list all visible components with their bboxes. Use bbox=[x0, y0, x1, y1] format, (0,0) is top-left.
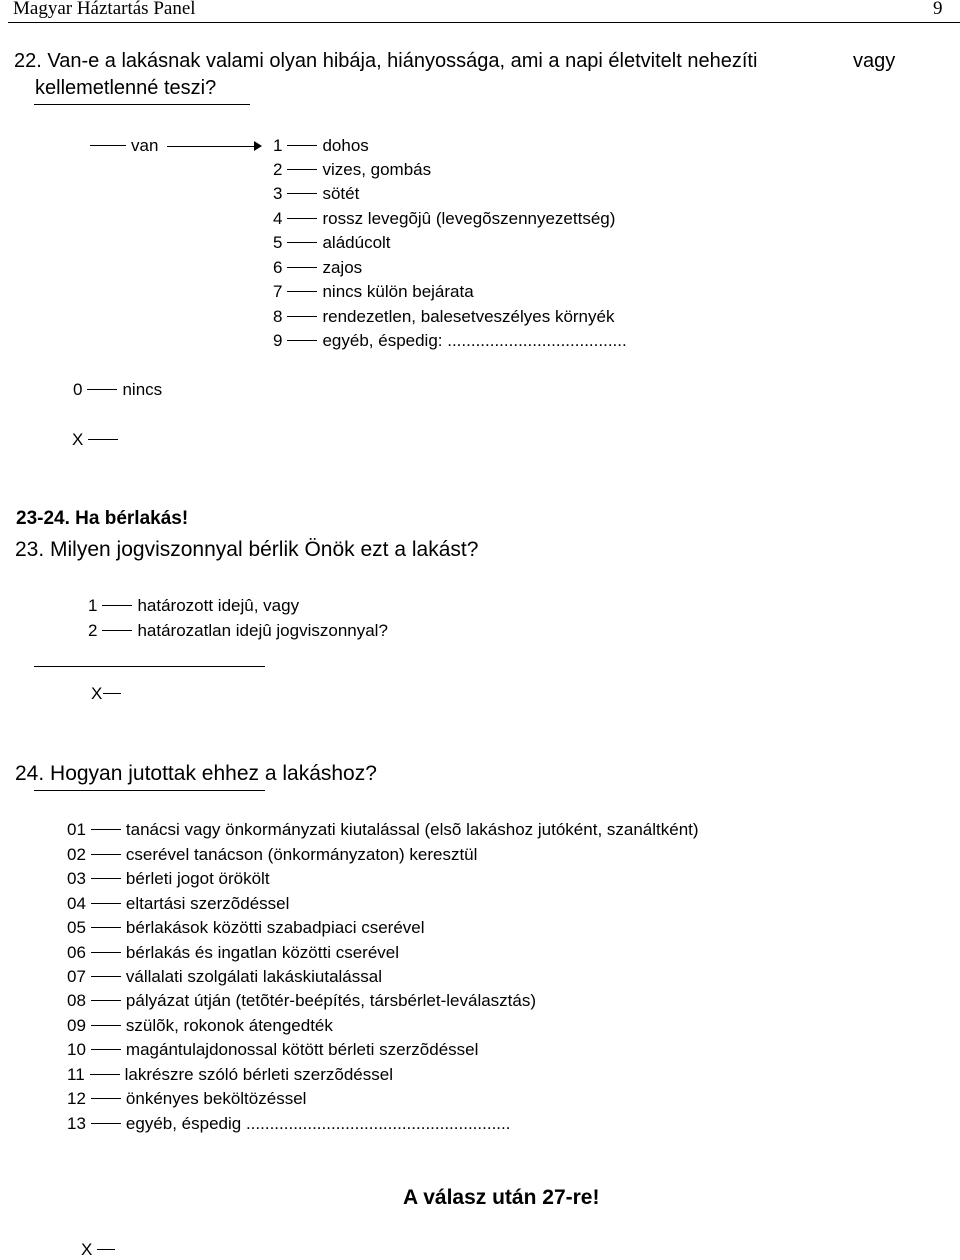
option-code: 1 bbox=[88, 596, 98, 615]
option-code: 09 bbox=[67, 1016, 86, 1035]
answer-dash bbox=[91, 878, 121, 879]
q23-option[interactable] bbox=[88, 596, 299, 616]
option-code: 2 bbox=[273, 160, 283, 179]
option-code: 2 bbox=[88, 621, 98, 640]
option-code: 02 bbox=[67, 845, 86, 864]
answer-dash bbox=[287, 145, 317, 146]
option-code: X bbox=[91, 684, 103, 703]
answer-dash bbox=[91, 952, 121, 953]
q22-sub-option[interactable] bbox=[273, 307, 614, 327]
answer-dash bbox=[287, 291, 317, 292]
option-code: 08 bbox=[67, 991, 86, 1010]
option-label: zajos bbox=[322, 258, 363, 277]
q22-arrow-line bbox=[167, 146, 255, 147]
answer-dash bbox=[91, 903, 121, 904]
q22-option-x[interactable] bbox=[72, 430, 123, 450]
answer-dash bbox=[102, 630, 132, 631]
q24-option[interactable] bbox=[67, 894, 289, 914]
q22-question-vagy: vagy bbox=[853, 50, 896, 72]
option-code: 03 bbox=[67, 869, 86, 888]
option-label: bérlakás és ingatlan közötti cserével bbox=[125, 943, 400, 962]
option-label: vállalati szolgálati lakáskiutalással bbox=[125, 967, 382, 986]
option-label: önkényes beköltözéssel bbox=[125, 1089, 307, 1108]
option-code: 0 bbox=[73, 380, 83, 399]
q22-question-line1: 22. Van-e a lakásnak valami olyan hibája, hiányossága, ami a napi életvitelt nehezíti bbox=[14, 50, 758, 72]
q24-option[interactable] bbox=[67, 869, 270, 889]
q24-option[interactable] bbox=[67, 845, 477, 865]
q22-sub-option[interactable] bbox=[273, 258, 362, 278]
option-code: X bbox=[72, 430, 84, 449]
option-code: 01 bbox=[67, 820, 86, 839]
option-label: magántulajdonossal kötött bérleti szerzõdéssel bbox=[125, 1040, 479, 1059]
answer-dash bbox=[87, 389, 117, 390]
answer-dash bbox=[91, 1000, 121, 1001]
option-label: vizes, gombás bbox=[322, 160, 432, 179]
option-label: pályázat útján (tetõtér-beépítés, társbérlet-leválasztás) bbox=[125, 991, 537, 1010]
q22-option-van[interactable] bbox=[85, 136, 158, 156]
q24-option[interactable] bbox=[67, 918, 425, 938]
q24-option[interactable] bbox=[67, 943, 399, 963]
option-label: határozott idejû, vagy bbox=[137, 596, 300, 615]
answer-dash bbox=[91, 927, 121, 928]
answer-dash bbox=[287, 316, 317, 317]
q22-sub-option[interactable] bbox=[273, 136, 369, 156]
option-code: 04 bbox=[67, 894, 86, 913]
q23-option[interactable] bbox=[88, 621, 388, 641]
option-code: 7 bbox=[273, 282, 283, 301]
q24-option[interactable] bbox=[67, 967, 382, 987]
answer-dash bbox=[287, 340, 317, 341]
q24-underline bbox=[34, 790, 265, 791]
q24-option[interactable] bbox=[67, 1114, 510, 1134]
option-label: rendezetlen, balesetveszélyes környék bbox=[322, 307, 615, 326]
option-label: sötét bbox=[322, 184, 360, 203]
option-label: szülõk, rokonok átengedték bbox=[125, 1016, 333, 1035]
q24-option[interactable] bbox=[67, 991, 536, 1011]
answer-dash bbox=[287, 218, 317, 219]
page-number: 9 bbox=[933, 0, 943, 19]
q22-option-van-label: van bbox=[131, 136, 159, 155]
option-code: 05 bbox=[67, 918, 86, 937]
option-code: 10 bbox=[67, 1040, 86, 1059]
option-code: 1 bbox=[273, 136, 283, 155]
q22-sub-option[interactable] bbox=[273, 282, 474, 302]
option-code: 06 bbox=[67, 943, 86, 962]
section-heading: 23-24. Ha bérlakás! bbox=[16, 508, 189, 529]
q24-option[interactable] bbox=[67, 1040, 478, 1060]
q22-sub-option[interactable] bbox=[273, 160, 431, 180]
answer-dash bbox=[91, 829, 121, 830]
q24-option[interactable] bbox=[67, 1016, 333, 1036]
answer-dash bbox=[91, 1098, 121, 1099]
q22-sub-option[interactable] bbox=[273, 233, 391, 253]
option-label: dohos bbox=[322, 136, 369, 155]
q22-option-nincs[interactable] bbox=[73, 380, 162, 400]
option-label: egyéb, éspedig: ...................................... bbox=[322, 331, 627, 350]
answer-dash bbox=[90, 145, 126, 146]
option-label: rossz levegõjû (levegõszennyezettség) bbox=[322, 209, 616, 228]
q23-underline bbox=[34, 666, 265, 667]
answer-dash bbox=[102, 605, 132, 606]
skip-instruction: A válasz után 27-re! bbox=[403, 1186, 600, 1209]
option-label: nincs külön bejárata bbox=[322, 282, 474, 301]
header-rule bbox=[8, 22, 960, 23]
option-label: bérlakások közötti szabadpiaci cserével bbox=[125, 918, 425, 937]
page-header-title: Magyar Háztartás Panel bbox=[13, 0, 196, 19]
option-label: aládúcolt bbox=[322, 233, 391, 252]
q22-question-line2: kellemetlenné teszi? bbox=[35, 77, 217, 99]
option-code: 8 bbox=[273, 307, 283, 326]
q22-sub-option[interactable] bbox=[273, 209, 615, 229]
option-code: 3 bbox=[273, 184, 283, 203]
q23-question: 23. Milyen jogviszonnyal bérlik Önök ezt a lakást? bbox=[15, 538, 479, 561]
q24-option-x[interactable] bbox=[81, 1240, 120, 1260]
answer-dash bbox=[287, 242, 317, 243]
arrow-right-icon bbox=[254, 141, 262, 151]
option-label: cserével tanácson (önkormányzaton) keresztül bbox=[125, 845, 478, 864]
q22-question-underline bbox=[34, 104, 250, 105]
answer-dash bbox=[287, 267, 317, 268]
q24-option[interactable] bbox=[67, 1089, 306, 1109]
answer-dash bbox=[103, 693, 121, 694]
option-code: 5 bbox=[273, 233, 283, 252]
option-label: nincs bbox=[122, 380, 163, 399]
q24-option[interactable] bbox=[67, 1065, 393, 1085]
answer-dash bbox=[90, 1074, 120, 1075]
option-label: lakrészre szóló bérleti szerzõdéssel bbox=[124, 1065, 393, 1084]
q23-option-x[interactable] bbox=[91, 684, 126, 704]
option-label: egyéb, éspedig ........................................................ bbox=[125, 1114, 511, 1133]
option-code: 07 bbox=[67, 967, 86, 986]
answer-dash bbox=[287, 193, 317, 194]
q24-question: 24. Hogyan jutottak ehhez a lakáshoz? bbox=[15, 762, 377, 785]
answer-dash bbox=[97, 1249, 115, 1250]
q22-sub-option[interactable] bbox=[273, 184, 359, 204]
option-code: 11 bbox=[67, 1065, 85, 1084]
option-label: bérleti jogot örökölt bbox=[125, 869, 270, 888]
answer-dash bbox=[88, 439, 118, 440]
q24-option[interactable] bbox=[67, 820, 699, 840]
option-label: határozatlan idejû jogviszonnyal? bbox=[137, 621, 388, 640]
answer-dash bbox=[91, 854, 121, 855]
option-code: 6 bbox=[273, 258, 283, 277]
answer-dash bbox=[287, 169, 317, 170]
option-code: 12 bbox=[67, 1089, 86, 1108]
option-code: 13 bbox=[67, 1114, 86, 1133]
q22-sub-option[interactable] bbox=[273, 331, 627, 351]
option-code: 9 bbox=[273, 331, 283, 350]
answer-dash bbox=[91, 1049, 121, 1050]
answer-dash bbox=[91, 1123, 121, 1124]
option-label: tanácsi vagy önkormányzati kiutalással (elsõ lakáshoz jutóként, szanáltként) bbox=[125, 820, 699, 839]
answer-dash bbox=[91, 1025, 121, 1026]
answer-dash bbox=[91, 976, 121, 977]
option-label: eltartási szerzõdéssel bbox=[125, 894, 290, 913]
option-code: X bbox=[81, 1240, 93, 1259]
option-code: 4 bbox=[273, 209, 283, 228]
